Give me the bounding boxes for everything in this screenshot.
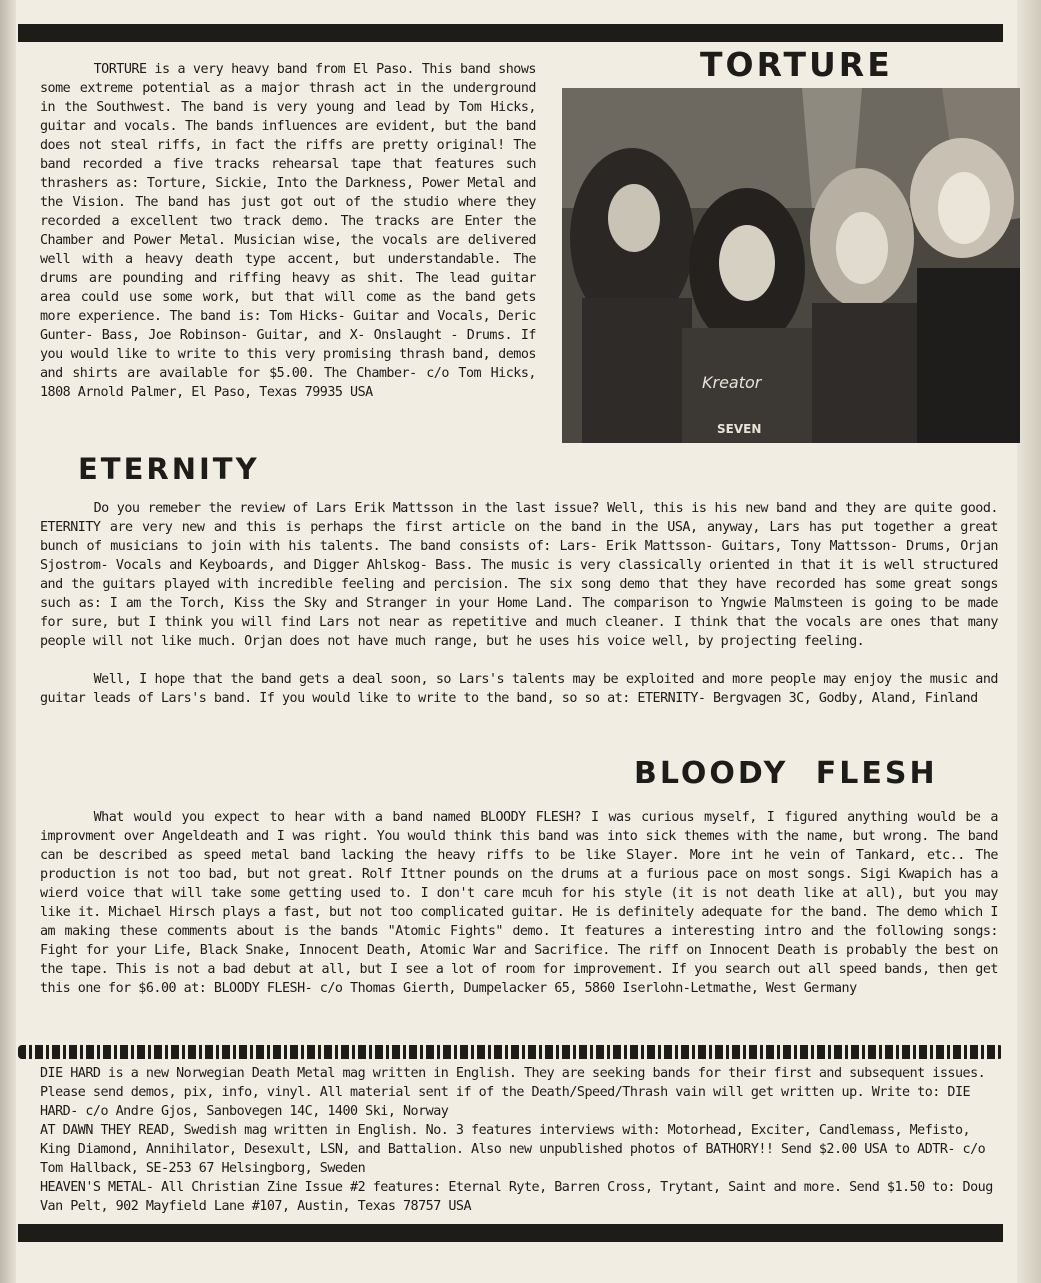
torture-headline: TORTURE xyxy=(700,45,893,84)
page-edge-right xyxy=(1017,0,1041,1283)
bloody-flesh-body: What would you expect to hear with a band named BLOODY FLESH? I was curious myself, I figured anything would be a improvment over Angeldeath and I was right. You would think this band was into sick themes with the name, but wrong. The band can be described as speed metal band lacking the heavy riffs to be like Slayer. More int he vein of Tankard, etc.. The production is not too bad, but not great. Rolf Ittner pounds on the drums at a furious pace on most songs. Sigi Kwapich has a wierd voice that will take some getting used to. I don't care mcuh for his style (it is not death like at all), but you may like it. Michael Hirsch plays a fast, but not too complicated guitar. He is definitely adequate for the band. The demo which I am making these comments about is the bands "Atomic Fights" demo. It features a interesting intro and the following songs: Fight for your Life, Black Snake, Innocent Death, Atomic War and Sacrifice. The riff on Innocent Death is probably the best on the tape. This is not a bad debut at all, but I see a lot of room for improvement. If you search out all speed bands, then get this one for $6.00 at: BLOODY FLESH- c/o Thomas Gierth, Dumpelacker 65, 5860 Iserlohn-Letmathe, West Germany xyxy=(40,810,998,996)
zine-listing-die-hard: DIE HARD is a new Norwegian Death Metal mag written in English. They are seeking bands for their first and subsequent issues. Please send demos, pix, info, vinyl. All material sent if of the Death/Speed/Thrash vain will get written up. Write to: DIE HARD- c/o Andre Gjos, Sanbovegen 14C, 1400 Ski, Norway xyxy=(40,1066,986,1119)
eternity-paragraph-1: Do you remeber the review of Lars Erik Mattsson in the last issue? Well, this is his new band and they are quite good. ETERNITY are very new and this is perhaps the first article on the band in the USA, anyway, Lars has put together a great bunch of musicians to join with his talents. The band consists of: Lars- Erik Mattsson- Guitars, Tony Mattsson- Drums, Orjan Sjostrom- Vocals and Keyboards, and Digger Ahlskog- Bass. The music is very classically oriented in that it is well structured and the guitars played with incredible feeling and percision. The six song demo that they have recorded has some great songs such as: I am the Torch, Kiss the Sky and Stranger in your Home Land. The comparison to Yngwie Malmsteen is going to be made for sure, but I think you will find Lars not near as repetitive and much cleaner. I think that the vocals are ones that many people will not like much. Orjan does not have much range, but he uses his voice well, by projecting feeling. xyxy=(40,501,998,649)
eternity-article xyxy=(40,499,998,708)
page-edge-left xyxy=(0,0,16,1283)
zine-listings xyxy=(40,1064,998,1216)
zine-listing-heavens-metal: HEAVEN'S METAL- All Christian Zine Issue #2 features: Eternal Ryte, Barren Cross, Trytant, Saint and more. Send $1.50 to: Doug Van Pelt, 902 Mayfield Lane #107, Austin, Texas 78757 USA xyxy=(40,1180,993,1214)
zine-listing-at-dawn-they-read: AT DAWN THEY READ, Swedish mag written in English. No. 3 features interviews with: Motorhead, Exciter, Candlemass, Mefisto, King Diamond, Annihilator, Desexult, LSN, and Battalion. Also new unpublished photos of BATHORY!! Send $2.00 USA to ADTR- c/o Tom Hallback, SE-253 67 Helsingborg, Sweden xyxy=(40,1123,986,1176)
eternity-headline: ETERNITY xyxy=(78,452,260,486)
band-photo xyxy=(562,88,1020,443)
bloody-flesh-headline: BLOODY FLESH xyxy=(634,756,938,791)
top-rule xyxy=(18,24,1003,42)
band-photo-image xyxy=(562,88,1020,443)
bottom-rule xyxy=(18,1224,1003,1242)
torture-article xyxy=(40,60,536,402)
shirt-text-kreator: Kreator xyxy=(702,373,762,392)
shirt-text-seven: SEVEN xyxy=(717,422,762,436)
eternity-paragraph-2: Well, I hope that the band gets a deal soon, so Lars's talents may be exploited and more people may enjoy the music and guitar leads of Lars's band. If you would like to write to the band, so so at: ETERNITY- Bergvagen 3C, Godby, Aland, Finland xyxy=(40,672,998,706)
chain-divider xyxy=(18,1045,1003,1059)
torture-body: TORTURE is a very heavy band from El Paso. This band shows some extreme potential as a major thrash act in the underground in the Southwest. The band is very young and lead by Tom Hicks, guitar and vocals. The bands influences are evident, but the band does not steal riffs, in fact the riffs are pretty original! The band recorded a five tracks rehearsal tape that features such thrashers as: Torture, Sickie, Into the Darkness, Power Metal and the Vision. The band has just got out of the studio where they recorded a excellent two track demo. The tracks are Enter the Chamber and Power Metal. Musician wise, the vocals are delivered well with a heavy death type accent, but understandable. The drums are pounding and riffing heavy as shit. The lead guitar area could use some work, but that will come as the band gets more experience. The band is: Tom Hicks- Guitar and Vocals, Deric Gunter- Bass, Joe Robinson- Guitar, and X- Onslaught - Drums. If you would like to write to this very promising thrash band, demos and shirts are available for $5.00. The Chamber- c/o Tom Hicks, 1808 Arnold Palmer, El Paso, Texas 79935 USA xyxy=(40,62,536,400)
bloody-flesh-article xyxy=(40,808,998,998)
